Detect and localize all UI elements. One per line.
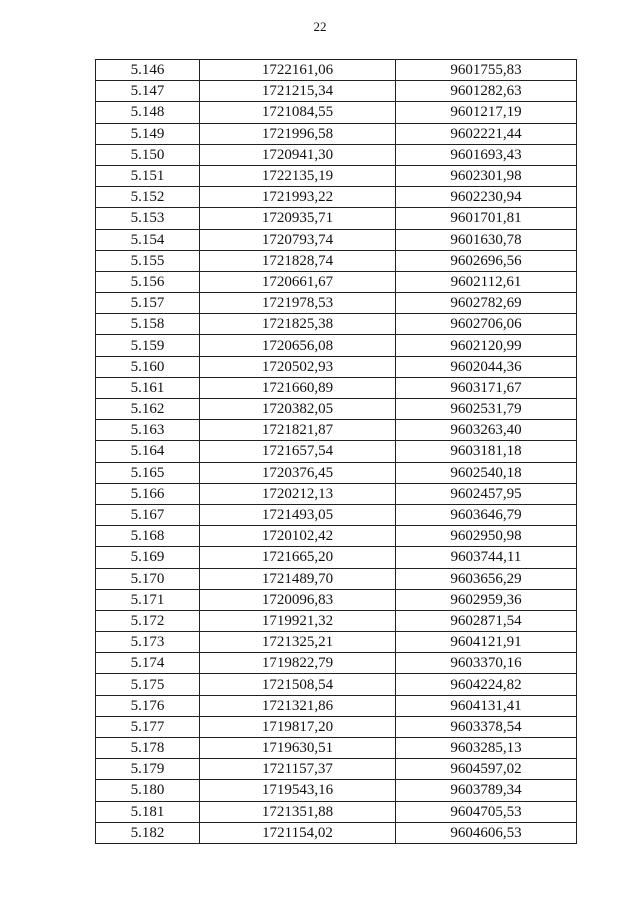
point-number-cell: 5.151 [96,165,200,186]
point-number-cell: 5.156 [96,271,200,292]
table-row [96,759,577,780]
x-coordinate-cell: 1720212,13 [200,483,396,504]
table-row [96,335,577,356]
x-coordinate-cell: 1721351,88 [200,801,396,822]
y-coordinate-cell: 9603370,16 [396,653,577,674]
table-row [96,632,577,653]
point-number-cell: 5.170 [96,568,200,589]
table-row [96,568,577,589]
table-row [96,399,577,420]
y-coordinate-cell: 9603744,11 [396,547,577,568]
y-coordinate-cell: 9604606,53 [396,822,577,843]
x-coordinate-cell: 1721493,05 [200,504,396,525]
x-coordinate-cell: 1720102,42 [200,526,396,547]
table-row [96,738,577,759]
point-number-cell: 5.176 [96,695,200,716]
y-coordinate-cell: 9601701,81 [396,208,577,229]
x-coordinate-cell: 1721508,54 [200,674,396,695]
table-row [96,144,577,165]
y-coordinate-cell: 9604121,91 [396,632,577,653]
x-coordinate-cell: 1721325,21 [200,632,396,653]
x-coordinate-cell: 1722135,19 [200,165,396,186]
y-coordinate-cell: 9603285,13 [396,738,577,759]
y-coordinate-cell: 9601630,78 [396,229,577,250]
x-coordinate-cell: 1720096,83 [200,589,396,610]
y-coordinate-cell: 9604705,53 [396,801,577,822]
x-coordinate-cell: 1721821,87 [200,420,396,441]
table-row [96,801,577,822]
point-number-cell: 5.180 [96,780,200,801]
y-coordinate-cell: 9603378,54 [396,716,577,737]
x-coordinate-cell: 1719630,51 [200,738,396,759]
x-coordinate-cell: 1720382,05 [200,399,396,420]
y-coordinate-cell: 9602782,69 [396,293,577,314]
x-coordinate-cell: 1720941,30 [200,144,396,165]
point-number-cell: 5.182 [96,822,200,843]
table-row [96,822,577,843]
point-number-cell: 5.177 [96,716,200,737]
table-row [96,81,577,102]
point-number-cell: 5.163 [96,420,200,441]
x-coordinate-cell: 1721993,22 [200,187,396,208]
point-number-cell: 5.152 [96,187,200,208]
page-number: 22 [313,19,327,34]
y-coordinate-cell: 9603181,18 [396,441,577,462]
table-row [96,674,577,695]
table-row [96,208,577,229]
table-row [96,187,577,208]
table-row [96,271,577,292]
x-coordinate-cell: 1721154,02 [200,822,396,843]
y-coordinate-cell: 9602959,36 [396,589,577,610]
x-coordinate-cell: 1721978,53 [200,293,396,314]
y-coordinate-cell: 9602230,94 [396,187,577,208]
table-row [96,695,577,716]
x-coordinate-cell: 1721215,34 [200,81,396,102]
y-coordinate-cell: 9603789,34 [396,780,577,801]
x-coordinate-cell: 1721657,54 [200,441,396,462]
table-row [96,589,577,610]
x-coordinate-cell: 1719543,16 [200,780,396,801]
table-row [96,526,577,547]
y-coordinate-cell: 9602301,98 [396,165,577,186]
x-coordinate-cell: 1721996,58 [200,123,396,144]
point-number-cell: 5.160 [96,356,200,377]
y-coordinate-cell: 9604597,02 [396,759,577,780]
table-row [96,60,577,81]
x-coordinate-cell: 1721660,89 [200,377,396,398]
point-number-cell: 5.150 [96,144,200,165]
x-coordinate-cell: 1721489,70 [200,568,396,589]
table-row [96,123,577,144]
y-coordinate-cell: 9601217,19 [396,102,577,123]
x-coordinate-cell: 1719921,32 [200,610,396,631]
y-coordinate-cell: 9601693,43 [396,144,577,165]
coordinates-table-body [96,60,577,844]
point-number-cell: 5.173 [96,632,200,653]
y-coordinate-cell: 9602531,79 [396,399,577,420]
y-coordinate-cell: 9602540,18 [396,462,577,483]
table-row [96,780,577,801]
point-number-cell: 5.154 [96,229,200,250]
table-row [96,250,577,271]
y-coordinate-cell: 9602112,61 [396,271,577,292]
table-row [96,653,577,674]
coordinates-table [95,59,577,844]
y-coordinate-cell: 9602457,95 [396,483,577,504]
x-coordinate-cell: 1720502,93 [200,356,396,377]
table-row [96,462,577,483]
y-coordinate-cell: 9602120,99 [396,335,577,356]
x-coordinate-cell: 1720935,71 [200,208,396,229]
x-coordinate-cell: 1719817,20 [200,716,396,737]
point-number-cell: 5.175 [96,674,200,695]
point-number-cell: 5.172 [96,610,200,631]
point-number-cell: 5.155 [96,250,200,271]
table-row [96,356,577,377]
table-row [96,293,577,314]
y-coordinate-cell: 9602221,44 [396,123,577,144]
x-coordinate-cell: 1721321,86 [200,695,396,716]
x-coordinate-cell: 1720661,67 [200,271,396,292]
y-coordinate-cell: 9602950,98 [396,526,577,547]
point-number-cell: 5.168 [96,526,200,547]
point-number-cell: 5.179 [96,759,200,780]
table-row [96,420,577,441]
x-coordinate-cell: 1720793,74 [200,229,396,250]
y-coordinate-cell: 9604224,82 [396,674,577,695]
table-row [96,229,577,250]
point-number-cell: 5.169 [96,547,200,568]
y-coordinate-cell: 9602706,06 [396,314,577,335]
point-number-cell: 5.167 [96,504,200,525]
y-coordinate-cell: 9603646,79 [396,504,577,525]
point-number-cell: 5.181 [96,801,200,822]
x-coordinate-cell: 1720656,08 [200,335,396,356]
point-number-cell: 5.148 [96,102,200,123]
y-coordinate-cell: 9603656,29 [396,568,577,589]
point-number-cell: 5.147 [96,81,200,102]
x-coordinate-cell: 1721665,20 [200,547,396,568]
point-number-cell: 5.157 [96,293,200,314]
point-number-cell: 5.161 [96,377,200,398]
x-coordinate-cell: 1721157,37 [200,759,396,780]
point-number-cell: 5.174 [96,653,200,674]
y-coordinate-cell: 9603171,67 [396,377,577,398]
y-coordinate-cell: 9603263,40 [396,420,577,441]
table-row [96,547,577,568]
y-coordinate-cell: 9602696,56 [396,250,577,271]
point-number-cell: 5.159 [96,335,200,356]
point-number-cell: 5.153 [96,208,200,229]
table-row [96,377,577,398]
x-coordinate-cell: 1721828,74 [200,250,396,271]
x-coordinate-cell: 1719822,79 [200,653,396,674]
y-coordinate-cell: 9602871,54 [396,610,577,631]
table-row [96,610,577,631]
y-coordinate-cell: 9604131,41 [396,695,577,716]
point-number-cell: 5.171 [96,589,200,610]
x-coordinate-cell: 1722161,06 [200,60,396,81]
table-row [96,102,577,123]
y-coordinate-cell: 9602044,36 [396,356,577,377]
point-number-cell: 5.158 [96,314,200,335]
point-number-cell: 5.149 [96,123,200,144]
point-number-cell: 5.146 [96,60,200,81]
table-row [96,504,577,525]
table-row [96,483,577,504]
table-row [96,716,577,737]
y-coordinate-cell: 9601282,63 [396,81,577,102]
point-number-cell: 5.164 [96,441,200,462]
point-number-cell: 5.178 [96,738,200,759]
table-row [96,441,577,462]
x-coordinate-cell: 1720376,45 [200,462,396,483]
table-row [96,165,577,186]
x-coordinate-cell: 1721084,55 [200,102,396,123]
y-coordinate-cell: 9601755,83 [396,60,577,81]
x-coordinate-cell: 1721825,38 [200,314,396,335]
table-row [96,314,577,335]
point-number-cell: 5.165 [96,462,200,483]
point-number-cell: 5.166 [96,483,200,504]
point-number-cell: 5.162 [96,399,200,420]
